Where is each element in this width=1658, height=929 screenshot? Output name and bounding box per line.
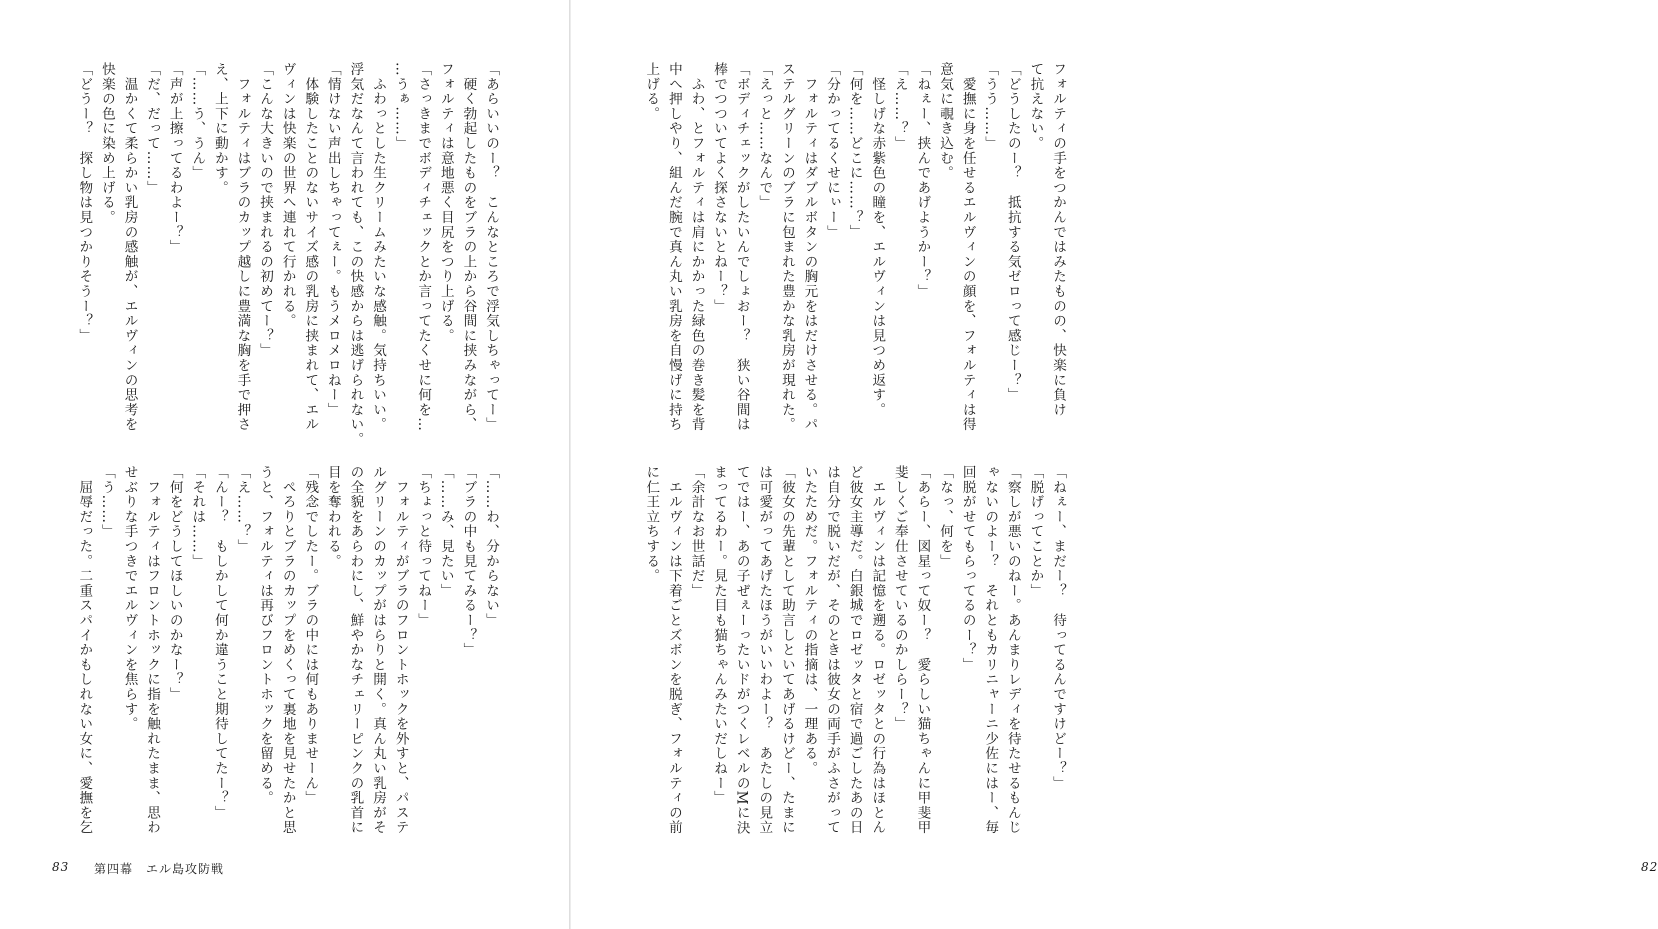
right-page-lower-text bbox=[637, 465, 1069, 837]
text-line: 「何をどうしてほしいのかなー？」 bbox=[166, 465, 183, 702]
text-line: 「彼女の先輩として助言しといてあげるけどー、たまに bbox=[778, 465, 795, 835]
text-line: 「こんな大きいので挟まれるの初めてー？」 bbox=[257, 62, 274, 358]
text-line: 「それは……」 bbox=[189, 465, 206, 569]
text-line: エルヴィンは下着ごとズボンを脱ぎ、フォルティの前 bbox=[665, 465, 682, 835]
text-line: 温かくて柔らかい乳房の感触が、エルヴィンの思考を bbox=[121, 62, 138, 432]
text-line: 愛撫に身を任せるエルヴィンの顔を、フォルティは得 bbox=[959, 62, 976, 432]
text-line: 上げる。 bbox=[643, 62, 660, 122]
text-line: 「あらー、図星って奴ー？ 愛らしい猫ちゃんに甲斐甲 bbox=[914, 465, 931, 835]
left-page-upper-text bbox=[62, 62, 502, 447]
text-line: フォルティがブラのフロントホックを外すと、パステ bbox=[392, 465, 409, 835]
text-line: の全貌をあらわにし、鮮やかなチェリーピンクの乳首に bbox=[347, 465, 364, 835]
text-line: 「なっ、何を」 bbox=[937, 465, 954, 569]
text-line: え、上下に動かす。 bbox=[211, 62, 228, 196]
text-line: 体験したことのないサイズ感の乳房に挟まれて、エル bbox=[302, 62, 319, 432]
text-line: 「どうー？ 探し物は見つかりそうー？」 bbox=[76, 62, 93, 344]
text-line: ふわっとした生クリームみたいな感触。気持ちいい。 bbox=[370, 62, 387, 432]
text-line: ルグリーンのカップがはらりと開く。真ん丸い乳房がそ bbox=[370, 465, 387, 835]
text-line: フォルティはダブルボタンの胸元をはだけさせる。パ bbox=[801, 62, 818, 432]
text-line: 目を奪われる。 bbox=[324, 465, 341, 569]
text-line: 硬く勃起したものをブラの上から谷間に挟みながら、 bbox=[460, 62, 477, 432]
text-line: エルヴィンは記憶を遡る。ロゼッタとの行為はほとん bbox=[869, 465, 886, 835]
text-line: は自分で脱いだが、そのときは彼女の両手がふさがって bbox=[824, 465, 841, 835]
text-line: 「情けない声出しちゃってぇー。もうメロメロねー」 bbox=[324, 62, 341, 418]
text-line: まってるわー。見た目も猫ちゃんみたいだしねー」 bbox=[711, 465, 728, 806]
text-line: 「え……？」 bbox=[234, 465, 251, 554]
text-line: 「ボディチェックがしたいんでしょおー？ 狭い谷間は bbox=[733, 62, 750, 432]
text-line: 屈辱だった。二重スパイかもしれない女に、愛撫を乞 bbox=[76, 465, 93, 835]
text-line: 「あらいいのー？ こんなところで浮気しちゃってー」 bbox=[483, 62, 499, 432]
text-line: 「残念でしたー。ブラの中には何もありませーん」 bbox=[302, 465, 319, 806]
text-line: て抗えない。 bbox=[1027, 62, 1044, 151]
text-line: フォルティはフロントホックに指を触れたまま、思わ bbox=[144, 465, 161, 835]
text-line: 「脱げってことか」 bbox=[1027, 465, 1044, 599]
text-line: フォルティはブラのカップ越しに豊満な胸を手で押さ bbox=[234, 62, 251, 432]
text-line: 浮気だなんて言われても、この快感からは逃げられない。 bbox=[347, 62, 364, 447]
text-line: ゃないのよー？ それともカリニャーニ少佐にはー、毎 bbox=[982, 465, 999, 835]
text-line: 「う……」 bbox=[98, 465, 115, 539]
text-line: 「余計なお世話だ」 bbox=[688, 465, 705, 599]
text-line: フォルティは意地悪く目尻をつり上げる。 bbox=[437, 62, 454, 344]
running-head: 第四幕 エル島攻防戦 bbox=[94, 862, 225, 876]
right-page-number: 82 bbox=[1641, 860, 1658, 874]
text-line: …うぁ……」 bbox=[392, 62, 409, 151]
text-line: 意気に覗き込む。 bbox=[937, 62, 954, 181]
text-line: 中へ押しやり、組んだ腕で真ん丸い乳房を自慢げに持ち bbox=[665, 62, 682, 432]
text-line: 「何を……どこに……？」 bbox=[846, 62, 863, 240]
text-line: てではー、あの子ぜぇーったいドがつくレベルのMに決 bbox=[733, 465, 750, 836]
text-line: 「ブラの中も見てみるー？」 bbox=[460, 465, 477, 658]
text-line: ぺろりとブラのカップをめくって裏地を見せたかと思 bbox=[279, 465, 296, 835]
text-line: 「分かってるくせにぃー」 bbox=[824, 62, 841, 240]
text-line: ステルグリーンのブラに包まれた豊かな乳房が現れた。 bbox=[778, 62, 795, 432]
text-line: 棒でつついてよく探さないとねー？」 bbox=[711, 62, 728, 314]
left-page-number: 83 bbox=[52, 860, 70, 874]
text-line: 「ちょっと待ってねー」 bbox=[415, 465, 432, 628]
text-line: 「ねぇー、挟んであげようかー？」 bbox=[914, 62, 931, 299]
text-line: ど彼女主導だ。白銀城でロゼッタと宿で過ごしたあの日 bbox=[846, 465, 863, 835]
left-page-lower-text bbox=[62, 465, 502, 837]
text-line: 「だ、だって……」 bbox=[144, 62, 161, 196]
text-line: 「……わ、分からない」 bbox=[483, 465, 499, 628]
text-line: 「声が上擦ってるわよー？」 bbox=[166, 62, 183, 255]
text-line: 「え……？」 bbox=[891, 62, 908, 151]
text-line: ふわ、とフォルティは肩にかかった緑色の巻き髪を背 bbox=[688, 62, 705, 432]
text-line: 「……う、うん」 bbox=[189, 62, 206, 181]
right-page bbox=[571, 0, 1658, 929]
text-line: 「察しが悪いのねー。あんまりレディを待たせるもんじ bbox=[1004, 465, 1021, 835]
text-line: いたためだ。フォルティの指摘は、一理ある。 bbox=[801, 465, 818, 776]
text-line: 「えっと……なんで」 bbox=[756, 62, 773, 210]
text-line: ヴィンは快楽の世界へ連れて行かれる。 bbox=[279, 62, 296, 329]
text-line: に仁王立ちする。 bbox=[643, 465, 660, 584]
text-line: は可愛がってあげたほうがいいわよー？ あたしの見立 bbox=[756, 465, 773, 835]
text-line: 「うう……」 bbox=[982, 62, 999, 151]
text-line: 「さっきまでボディチェックとか言ってたくせに何を… bbox=[415, 62, 432, 432]
text-line: うと、フォルティは再びフロントホックを留める。 bbox=[257, 465, 274, 806]
text-line: 怪しげな赤紫色の瞳を、エルヴィンは見つめ返す。 bbox=[869, 62, 886, 418]
text-line: 「ねぇー、まだー？ 待ってるんですけどー？」 bbox=[1050, 465, 1066, 791]
text-line: 斐しくご奉仕させているのかしらー？」 bbox=[891, 465, 908, 732]
text-line: せぶりな手つきでエルヴィンを焦らす。 bbox=[121, 465, 138, 732]
right-page-upper-text bbox=[637, 62, 1069, 442]
text-line: 「……み、見たい」 bbox=[437, 465, 454, 599]
text-line: 快楽の色に染め上げる。 bbox=[98, 62, 115, 225]
text-line: 「どうしたのー？ 抵抗する気ゼロって感じー？」 bbox=[1004, 62, 1021, 403]
text-line: 回脱がせてもらってるのー？」 bbox=[959, 465, 976, 673]
left-page bbox=[0, 0, 569, 929]
text-line: 「んー？ もしかして何か違うこと期待してたー？」 bbox=[211, 465, 228, 821]
text-line: フォルティの手をつかんではみたものの、快楽に負け bbox=[1050, 62, 1066, 418]
